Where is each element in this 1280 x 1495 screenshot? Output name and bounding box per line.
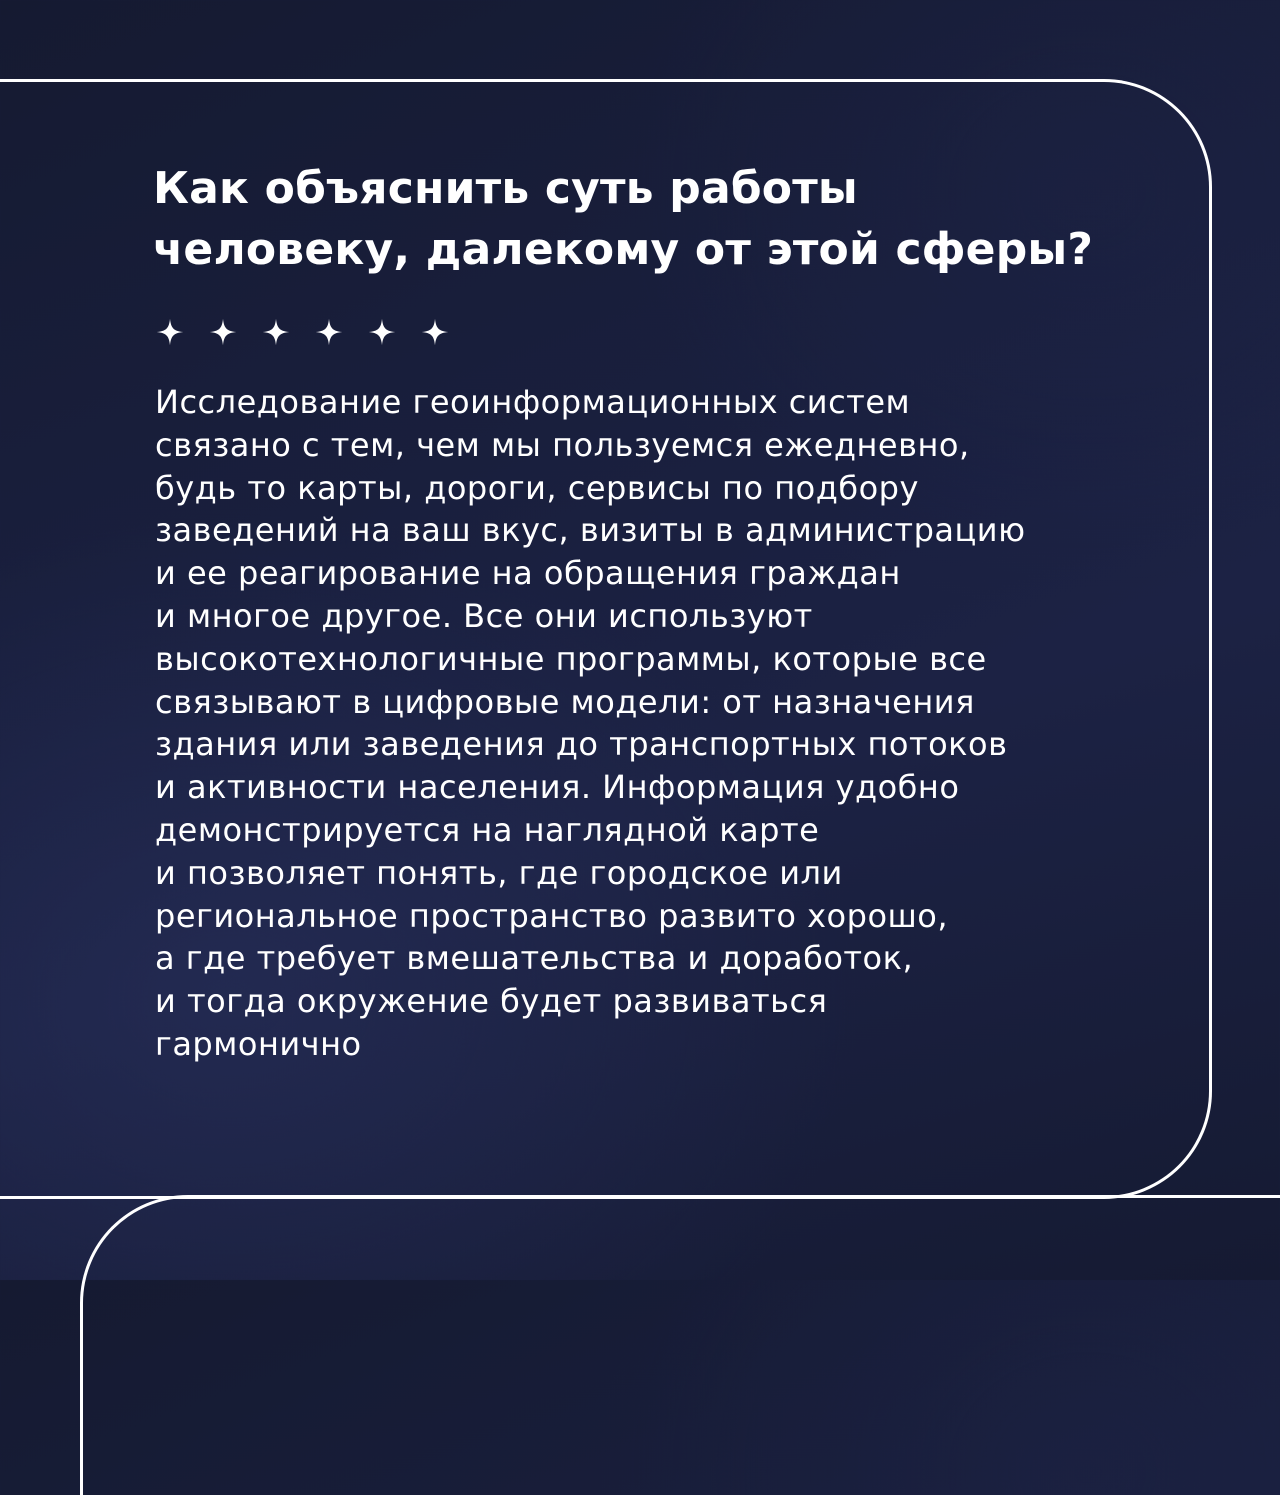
four-point-star-icon xyxy=(310,312,348,352)
body-line: заведений на ваш вкус, визиты в администрацию xyxy=(155,511,1026,550)
body-line: и тогда окружение будет развиваться xyxy=(155,982,828,1021)
four-point-star-icon xyxy=(151,312,189,352)
title-line: Как объяснить суть работы xyxy=(153,163,858,214)
four-point-star-icon xyxy=(416,312,454,352)
body-line: гармонично xyxy=(155,1024,362,1063)
page-title xyxy=(153,158,1173,280)
body-line: и активности населения. Информация удобно xyxy=(155,768,960,807)
body-line: здания или заведения до транспортных потоков xyxy=(155,725,1008,764)
body-line: связывают в цифровые модели: от назначения xyxy=(155,682,975,721)
body-line: региональное пространство развито хорошо, xyxy=(155,896,949,935)
decorative-frame-bottom xyxy=(80,1195,1280,1495)
four-point-star-icon xyxy=(204,312,242,352)
four-point-star-icon xyxy=(257,312,295,352)
body-paragraph xyxy=(155,381,1205,1066)
body-line: Исследование геоинформационных систем xyxy=(155,383,911,421)
body-line: и позволяет понять, где городское или xyxy=(155,853,843,892)
body-line: демонстрируется на наглядной карте xyxy=(155,810,820,849)
title-line: человеку, далекому от этой сферы? xyxy=(153,224,1094,275)
stars-divider xyxy=(151,312,454,352)
body-line: связано с тем, чем мы пользуемся ежедневно, xyxy=(155,425,970,464)
body-line: будь то карты, дороги, сервисы по подбору xyxy=(155,468,919,507)
body-line: и ее реагирование на обращения граждан xyxy=(155,554,901,593)
body-line: а где требует вмешательства и доработок, xyxy=(155,939,914,978)
body-line: и многое другое. Все они используют xyxy=(155,596,813,635)
four-point-star-icon xyxy=(363,312,401,352)
body-line: высокотехнологичные программы, которые все xyxy=(155,639,987,678)
